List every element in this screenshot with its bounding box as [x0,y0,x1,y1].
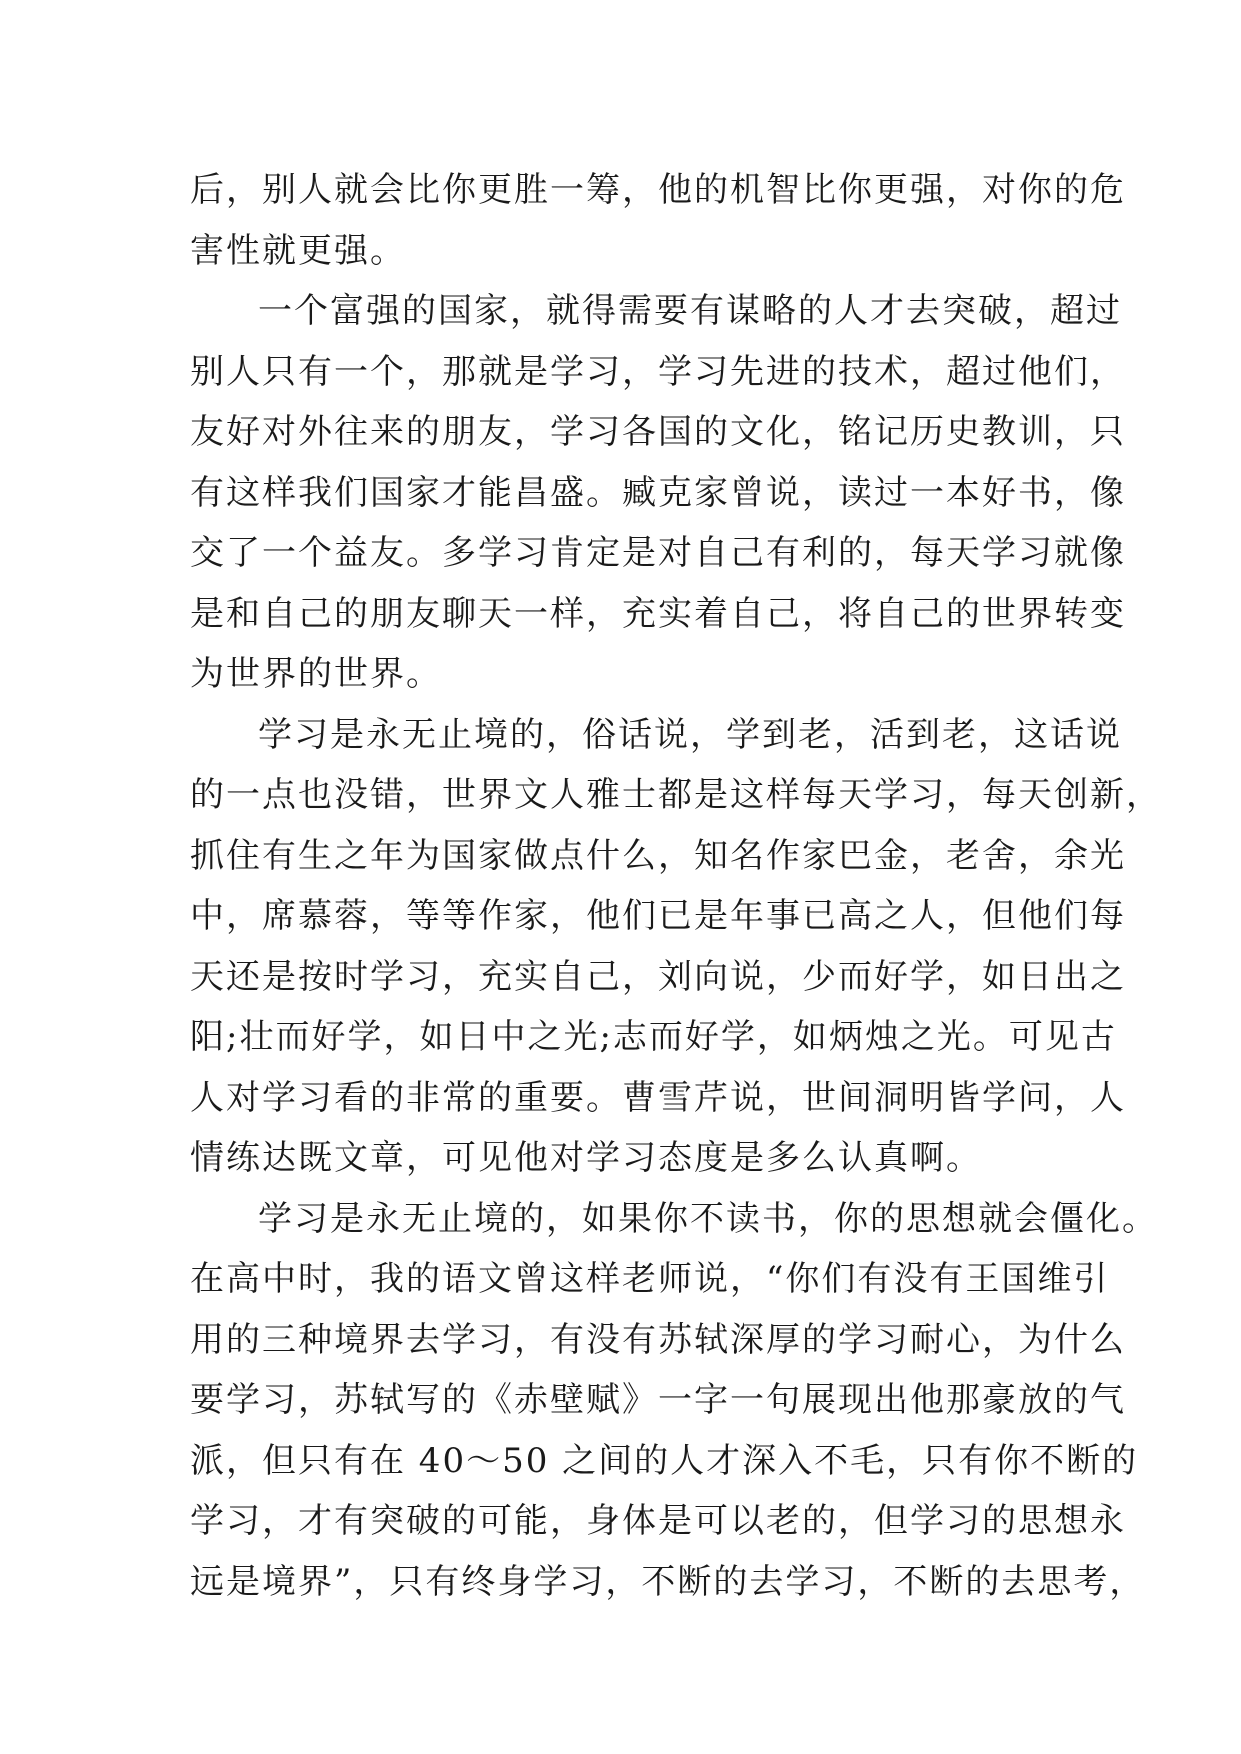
text-line: 为世界的世界。 [190,654,442,694]
text-line: 情练达既文章，可见他对学习态度是多么认真啊。 [190,1138,982,1178]
body-text [190,160,1162,1612]
text-line: 后，别人就会比你更胜一筹，他的机智比你更强，对你的危 [190,170,1126,210]
text-line: 阳;壮而好学，如日中之光;志而好学，如炳烛之光。可见古 [190,1017,1117,1057]
text-line: 有这样我们国家才能昌盛。臧克家曾说，读过一本好书，像 [190,472,1126,513]
text-line: 在高中时，我的语文曾这样老师说，“你们有没有王国维引 [190,1259,1110,1299]
text-line: 人对学习看的非常的重要。曹雪芹说，世间洞明皆学问，人 [190,1077,1126,1118]
text-line: 害性就更强。 [190,230,406,271]
text-line: 中，席慕蓉，等等作家，他们已是年事已高之人，但他们每 [190,896,1126,936]
text-line: 要学习，苏轼写的《赤壁赋》一字一句展现出他那豪放的气 [190,1380,1126,1420]
text-line: 抓住有生之年为国家做点什么，知名作家巴金，老舍，余光 [190,835,1126,876]
text-line: 交了一个益友。多学习肯定是对自己有利的，每天学习就像 [190,533,1126,573]
text-line: 用的三种境界去学习，有没有苏轼深厚的学习耐心，为什么 [190,1319,1126,1360]
text-line: 学习，才有突破的可能，身体是可以老的，但学习的思想永 [190,1501,1126,1541]
text-line: 派，但只有在 40～50 之间的人才深入不毛，只有你不断的 [190,1440,1139,1481]
text-line: 远是境界”，只有终身学习，不断的去学习，不断的去思考， [190,1561,1146,1602]
text-line: 友好对外往来的朋友，学习各国的文化，铭记历史教训，只 [190,412,1126,452]
text-line: 的一点也没错，世界文人雅士都是这样每天学习，每天创新， [190,775,1162,815]
text-line: 学习是永无止境的，如果你不读书，你的思想就会僵化。 [258,1198,1158,1239]
text-line: 学习是永无止境的，俗话说，学到老，活到老，这话说 [258,714,1122,755]
text-line: 别人只有一个，那就是学习，学习先进的技术，超过他们， [190,351,1126,392]
text-line: 是和自己的朋友聊天一样，充实着自己，将自己的世界转变 [190,593,1126,634]
text-line: 一个富强的国家，就得需要有谋略的人才去突破，超过 [258,291,1122,331]
text-line: 天还是按时学习，充实自己，刘向说，少而好学，如日出之 [190,956,1126,997]
